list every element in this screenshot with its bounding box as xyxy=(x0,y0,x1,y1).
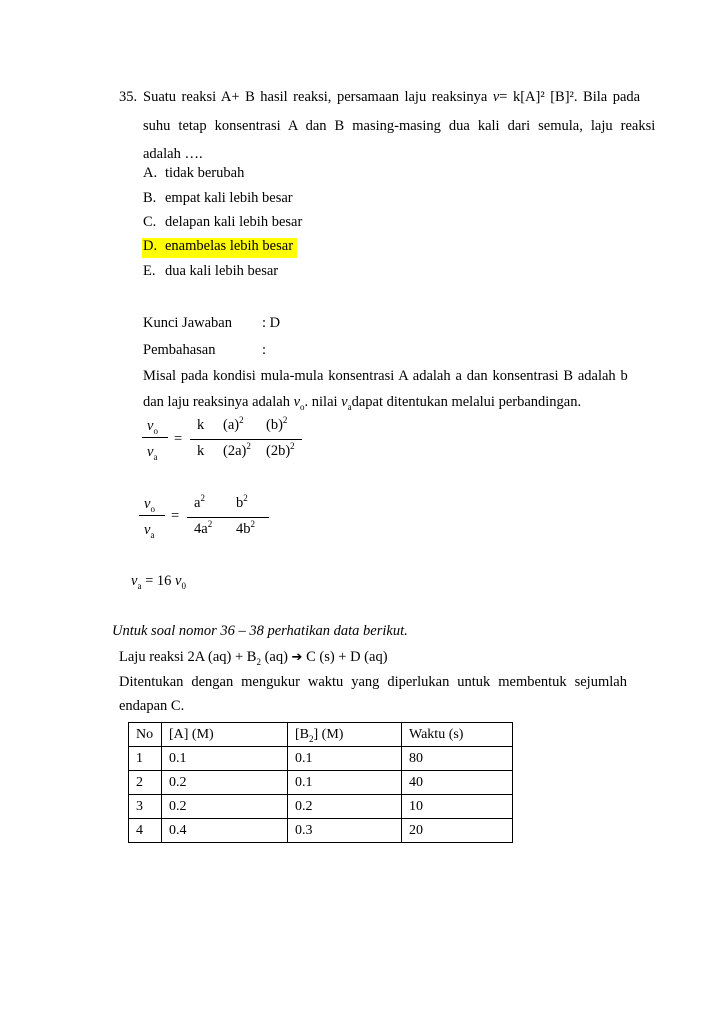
cell-no: 3 xyxy=(129,795,162,819)
description-line-2: endapan C. xyxy=(119,698,185,714)
fraction-line xyxy=(142,437,168,438)
cell-no: 1 xyxy=(129,747,162,771)
cell-time: 10 xyxy=(402,795,513,819)
explanation-line-1: Misal pada kondisi mula-mula konsentrasi A adalah a dan konsentrasi B adalah b xyxy=(143,368,628,384)
question-number: 35. xyxy=(119,89,138,105)
question-line-3: adalah …. xyxy=(143,146,203,162)
header-time: Waktu (s) xyxy=(402,723,513,747)
cell-b: 0.3 xyxy=(288,819,402,843)
formula-equals: = xyxy=(171,508,180,524)
reaction-equation: Laju reaksi 2A $(aq) + B_2$ (aq) ➔ C (s) + D (aq) xyxy=(119,649,388,667)
explanation-line-2: dan laju reaksinya adalah $v_o$. nilai $v_adapat$ ditentukan melalui perbandingan. xyxy=(143,394,582,412)
formula-num-k: k xyxy=(197,417,205,433)
table-header-row xyxy=(129,723,513,747)
formula-den-b: $4b^2$ xyxy=(236,519,255,537)
formula-num-a: $a^2$ xyxy=(194,493,205,511)
fraction-line xyxy=(139,515,165,516)
cell-time: 40 xyxy=(402,771,513,795)
formula-va: $v_a$ xyxy=(147,444,158,462)
cell-no: 2 xyxy=(129,771,162,795)
formula-den-a: $4a^2$ xyxy=(194,519,213,537)
cell-b: 0.2 xyxy=(288,795,402,819)
formula-den-a: $(2a)^2$ xyxy=(223,441,251,459)
section-intro: Untuk soal nomor 36 – 38 perhatikan data berikut. xyxy=(112,623,408,639)
header-a: [A] (M) xyxy=(162,723,288,747)
header-no: No xyxy=(129,723,162,747)
cell-b: 0.1 xyxy=(288,771,402,795)
formula-num-b: $b^2$ xyxy=(236,493,248,511)
formula-v0: $v_o$ xyxy=(144,496,155,514)
formula-equals: = xyxy=(174,431,183,447)
formula-num-b: $(b)^2$ xyxy=(266,415,288,433)
answer-key-label: Kunci Jawaban xyxy=(143,315,232,331)
fraction-line xyxy=(190,439,302,440)
description-line-1: Ditentukan dengan mengukur waktu yang diperlukan untuk membentuk sejumlah xyxy=(119,674,627,690)
formula-den-b: $(2b)^2$ xyxy=(266,441,295,459)
cell-b: 0.1 xyxy=(288,747,402,771)
cell-a: 0.4 xyxy=(162,819,288,843)
formula-num-a: $(a)^2$ xyxy=(223,415,244,433)
discussion-colon: : xyxy=(262,342,267,358)
question-line-1: Suatu reaksi A+ B hasil reaksi, persamaan laju reaksinya v= k[A]² [B]². Bila pada xyxy=(143,89,641,105)
header-b: $[B_2]$ (M) xyxy=(288,723,402,747)
table-row xyxy=(129,795,513,819)
table-row xyxy=(129,819,513,843)
arrow-icon: ➔ xyxy=(291,650,303,665)
result-equation: $v_a = 16$ $v_0$ xyxy=(131,573,186,591)
cell-a: 0.2 xyxy=(162,795,288,819)
table-row xyxy=(129,747,513,771)
cell-time: 80 xyxy=(402,747,513,771)
cell-no: 4 xyxy=(129,819,162,843)
fraction-line xyxy=(187,517,269,518)
data-table xyxy=(128,722,513,843)
formula-den-k: k xyxy=(197,443,205,459)
discussion-label: Pembahasan xyxy=(143,342,216,358)
cell-time: 20 xyxy=(402,819,513,843)
cell-a: 0.1 xyxy=(162,747,288,771)
formula-va: $v_a$ xyxy=(144,522,155,540)
table-row xyxy=(129,771,513,795)
question-line-2: suhu tetap konsentrasi A dan B masing-masing dua kali dari semula, laju reaksi xyxy=(143,118,656,134)
cell-a: 0.2 xyxy=(162,771,288,795)
answer-key-value: : D xyxy=(262,315,281,331)
formula-v0: $v_o$ xyxy=(147,418,158,436)
